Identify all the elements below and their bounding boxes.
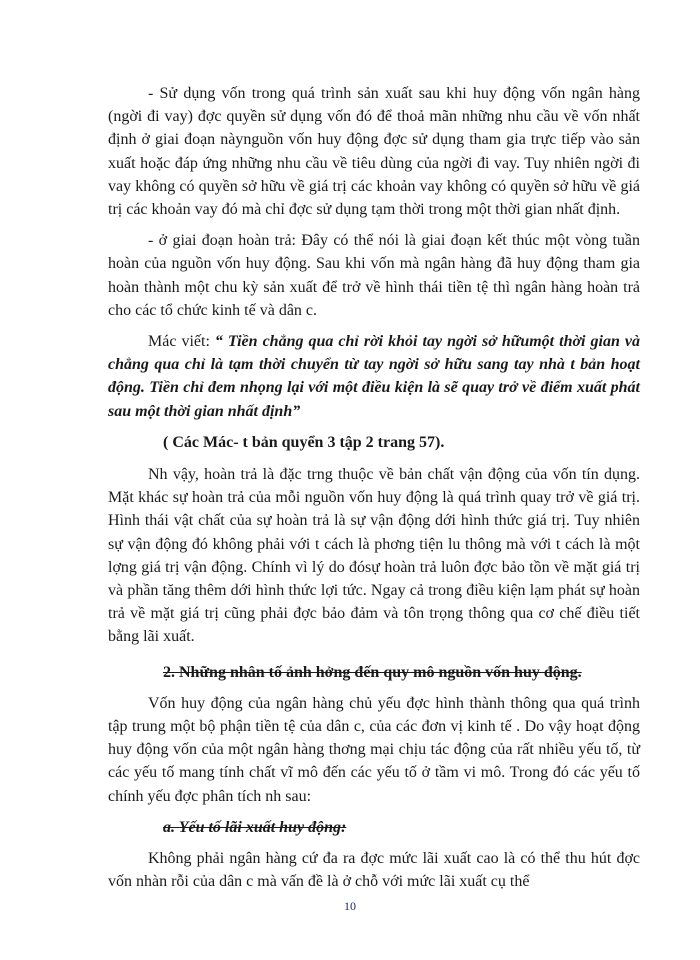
paragraph-repayment-stage: - ở giai đoạn hoàn trả: Đây có thể nói là giai đoạn kết thúc một vòng tuần hoàn của nguồn vốn huy động. Sau khi vốn mà ngân hàng đã huy động tham gia hoàn thành một chu kỳ sản xuất để trở về hình thái tiền tệ thì ngân hàng hoàn trả cho các tổ chức kinh tế và dân c. (108, 232, 640, 319)
document-page (108, 82, 640, 902)
quote-text: “ Tiền chẳng qua chỉ rời khỏi tay ngời sở hữumột thời gian và chẳng qua chỉ là tạm thời chuyển từ tay ngời sở hữu sang tay nhà t bản hoạt động. Tiền chỉ đem nhọng lại với một điều kiện là sẽ quay trở về điểm xuất phát sau một thời gian nhất định” (108, 333, 640, 420)
page-number: 10 (344, 899, 356, 913)
citation: ( Các Mác- t bản quyển 3 tập 2 trang 57). (163, 433, 445, 451)
paragraph-interest-rate: Không phải ngân hàng cứ đa ra đợc mức lãi xuất cao là có thể thu hút đợc vốn nhàn rỗi của dân c mà vấn đề là ở chỗ với mức lãi xuất cụ thể (108, 850, 640, 891)
paragraph-repayment-use: - Sử dụng vốn trong quá trình sản xuất sau khi huy động vốn ngân hàng (ngời đi vay) đợc quyền sử dụng vốn đó để thoả mãn những nhu cầu về vốn nhất định ở giai đoạn nàynguồn vốn huy động đợc sử dụng tham gia trực tiếp vào sản xuất hoặc đáp ứng những nhu cầu về tiêu dùng của ngời đi vay. Tuy nhiên ngời đi vay không có quyền sở hữu về giá trị các khoản vay không có quyền sở hữu về giá trị các khoản vay đó mà chỉ đợc sử dụng tạm thời trong một thời gian nhất định. (108, 85, 640, 219)
paragraph-marx-quote (108, 330, 640, 423)
section-heading-factors: 2. Những nhân tố ảnh hởng đến quy mô nguồn vốn huy động. (163, 663, 582, 681)
paragraph-factors-intro: Vốn huy động của ngân hàng chủ yếu đợc hình thành thông qua quá trình tập trung một bộ phận tiền tệ của dân c, của các đơn vị kinh tế . Do vậy hoạt động huy động vốn của một ngân hàng thơng mại chịu tác động của rất nhiều yếu tố, từ các yếu tố mang tính chất vĩ mô đến các yếu tố ở tầm vi mô. Trong đó các yếu tố chính yếu đợc phân tích nh sau: (108, 694, 640, 805)
subheading-interest-rate: a. Yếu tố lãi xuất huy động: (163, 818, 347, 836)
quote-lead: Mác viết: (148, 333, 215, 351)
paragraph-repayment-nature: Nh vậy, hoàn trả là đặc trng thuộc về bản chất vận động của vốn tín dụng. Mặt khác sự hoàn trả của mỗi nguồn vốn huy động là quá trình quay trở về giá trị. Hình thái vật chất của sự hoàn trả là sự vận động dới hình thức giá trị. Tuy nhiên sự vận động đó không phải với t cách là phơng tiện lu thông mà với t cách là một lợng giá trị vận động. Chính vì lý do đósự hoàn trả luôn đợc bảo tồn về mặt giá trị và phần tăng thêm dới hình thức lợi tức. Ngay cả trong điều kiện lạm phát sự hoàn trả về mặt giá trị cũng phải đợc bảo đảm và tôn trọng thông qua cơ chế điều tiết bằng lãi xuất. (108, 466, 640, 646)
